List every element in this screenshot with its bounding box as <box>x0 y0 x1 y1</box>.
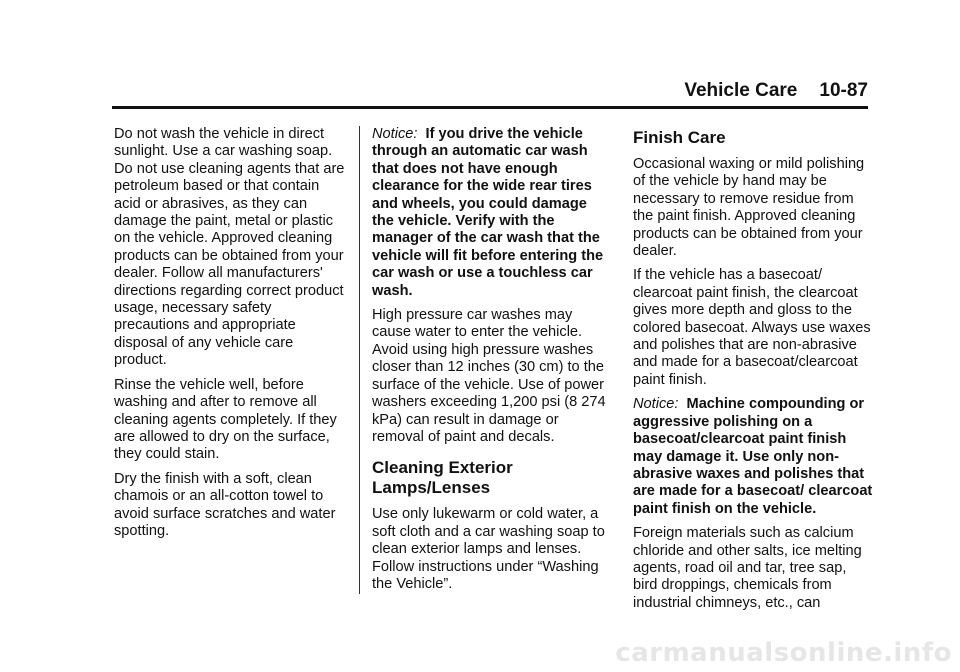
notice-label: Notice: <box>633 396 679 413</box>
paragraph: Dry the finish with a soft, clean chamois or an all-cotton towel to avoid surface scratches and water spotting. <box>114 470 336 539</box>
section-heading: Finish Care <box>633 128 726 147</box>
paragraph: Use only lukewarm or cold water, a soft cloth and a car washing soap to clean exterior lamps and lenses. Follow instructions under “Washing the Vehicle”. <box>372 506 605 592</box>
paragraph: If the vehicle has a basecoat/ clearcoat paint finish, the clearcoat gives more depth and gloss to the colored basecoat. Always use waxes and polishes that are non-abrasive and made for a basecoat/clearcoat paint finish. <box>633 267 871 388</box>
paragraph: Foreign materials such as calcium chloride and other salts, ice melting agents, road oil and tar, tree sap, bird droppings, chemicals from industrial chimneys, etc., can <box>633 525 862 611</box>
page-number: 10-87 <box>819 80 868 101</box>
page-header <box>112 80 868 104</box>
notice-text: If you drive the vehicle through an automatic car wash that does not have enough clearance for the wide rear tires and wheels, you could damage the vehicle. Verify with the manager of the car wash that the vehicle will fit before entering the car wash or use a touchless car wash. <box>372 126 604 299</box>
header-rule <box>112 106 868 109</box>
notice-label: Notice: <box>372 126 418 142</box>
notice <box>633 396 873 518</box>
notice-text: Machine compounding or aggressive polishing on a basecoat/clearcoat paint finish may damage it. Use only non-abrasive waxes and polishes that are made for a basecoat/ clearcoat paint finish on the vehicle. <box>633 396 873 517</box>
notice <box>372 126 612 300</box>
paragraph: Do not wash the vehicle in direct sunlight. Use a car washing soap. Do not use cleaning agents that are petroleum based or that contain acid or abrasives, as they can damage the paint, metal or plastic on the vehicle. Approved cleaning products can be obtained from your dealer. Follow all manufacturers' directions regarding correct product usage, necessary safety precautions and appropriate disposal of any vehicle care product. <box>114 126 345 369</box>
paragraph: Occasional waxing or mild polishing of the vehicle by hand may be necessary to remove residue from the paint finish. Approved cleaning products can be obtained from your dealer. <box>633 156 865 260</box>
watermark: carmanualsonline.info <box>615 638 952 668</box>
section-heading: Cleaning Exterior Lamps/Lenses <box>372 458 513 498</box>
column-divider <box>359 126 360 594</box>
column-1 <box>114 126 350 547</box>
column-2 <box>372 126 612 600</box>
paragraph: Rinse the vehicle well, before washing and after to remove all cleaning agents completely. If they are allowed to dry on the surface, they could stain. <box>114 376 337 463</box>
paragraph: High pressure car washes may cause water to enter the vehicle. Avoid using high pressure washes closer than 12 inches (30 cm) to the surface of the vehicle. Use of power washers exceeding 1,200 psi (8 274 kPa) can result in damage or removal of paint and decals. <box>372 307 606 445</box>
column-3 <box>633 128 873 619</box>
section-title: Vehicle Care <box>684 80 798 101</box>
